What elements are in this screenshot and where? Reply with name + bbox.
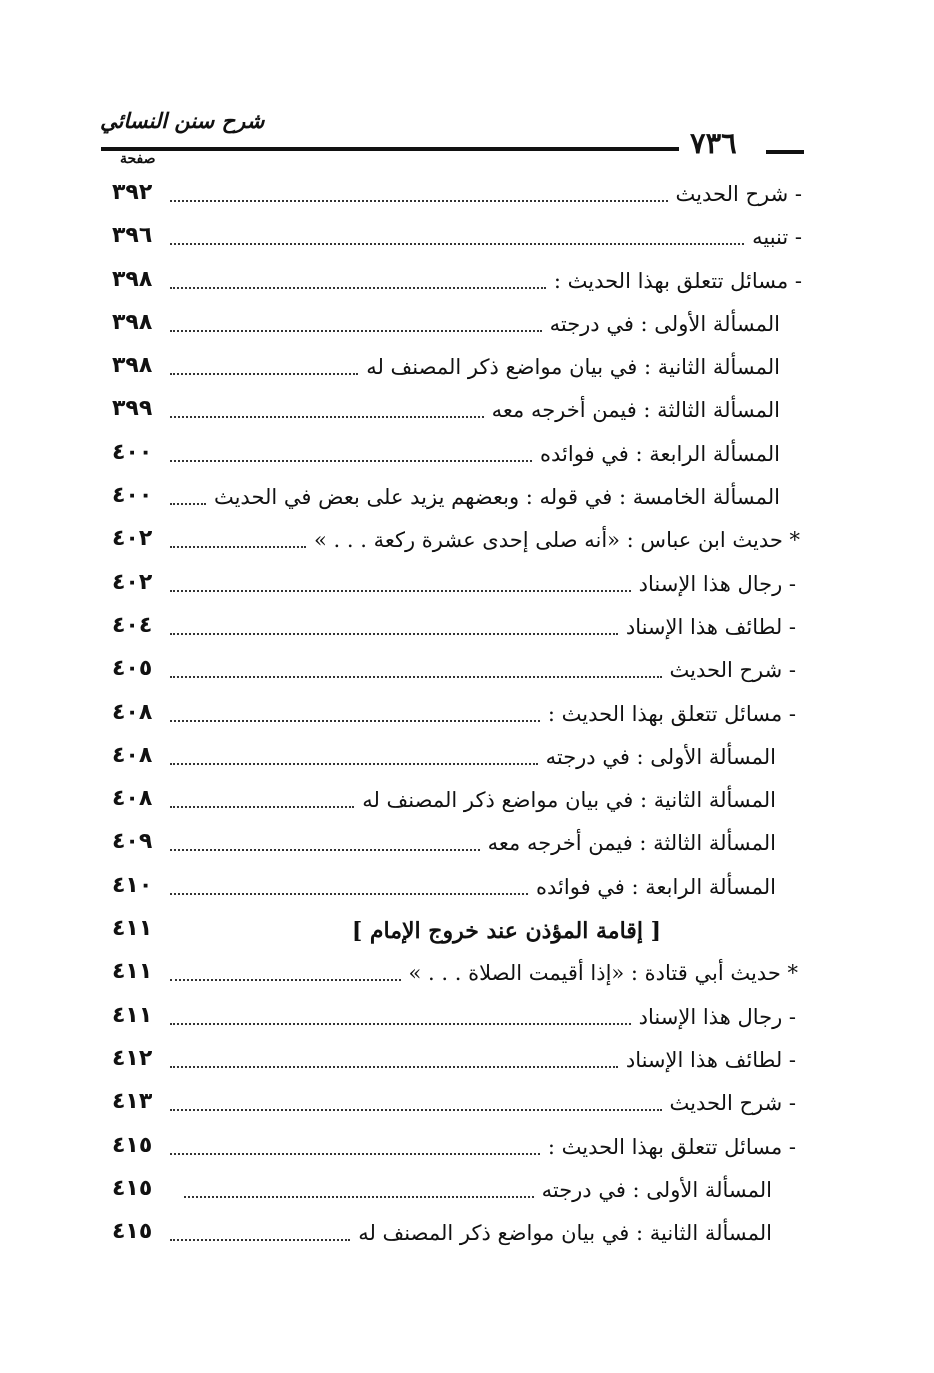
- dot-leader: [170, 188, 668, 202]
- toc-entry: [112, 784, 814, 827]
- dot-leader: [184, 1184, 534, 1198]
- toc-entry-page: ٤٠٤: [112, 612, 153, 638]
- toc-entry-page: ٤٠٨: [112, 786, 153, 812]
- toc-entry: [112, 524, 814, 567]
- toc-entry-page: ٤١٥: [112, 1175, 153, 1201]
- toc-entry-page: ٤٠٢: [112, 526, 153, 552]
- dot-leader: [170, 491, 206, 505]
- dot-leader: [170, 837, 480, 851]
- header-rule: [101, 147, 679, 151]
- toc-entry-text: - مسائل تتعلق بهذا الحديث :: [547, 701, 796, 726]
- toc-entry-page: ٤٠٩: [112, 829, 153, 855]
- toc-entry-text: - لطائف هذا الإسناد: [625, 614, 796, 639]
- toc-section-heading-text: [ إقامة المؤذن عند خروج الإمام ]: [351, 918, 661, 945]
- toc-entry-page: ٤١٢: [112, 1045, 153, 1071]
- table-of-contents: [112, 178, 814, 1260]
- page-column-label: صفحة: [120, 151, 156, 167]
- toc-entry: [112, 568, 814, 611]
- toc-entry: [112, 1217, 814, 1260]
- toc-entry-text: - مسائل تتعلق بهذا الحديث :: [553, 268, 802, 293]
- toc-entry-page: ٣٩٢: [112, 180, 153, 205]
- toc-entry-page: ٤١٣: [112, 1089, 153, 1115]
- dot-leader: [170, 1011, 631, 1025]
- toc-entry-page: ٣٩٨: [112, 353, 153, 379]
- toc-entry-text: المسألة الخامسة : في قوله : وبعضهم يزيد على بعض في الحديث: [213, 485, 780, 510]
- toc-entry: [112, 654, 814, 697]
- toc-entry-text: * حديث أبي قتادة : «إذا أقيمت الصلاة . . . »: [408, 961, 798, 986]
- dot-leader: [170, 794, 354, 808]
- dot-leader: [170, 881, 528, 895]
- toc-entry-page: ٤٠٠: [112, 439, 153, 465]
- toc-entry-text: المسألة الثانية : في بيان مواضع ذكر المصنف له: [358, 1221, 772, 1246]
- toc-entry: [112, 741, 814, 784]
- toc-entry-page: ٣٩٩: [112, 396, 153, 422]
- dot-leader: [170, 1054, 618, 1068]
- dot-leader: [170, 275, 546, 289]
- toc-entry-text: - رجال هذا الإسناد: [638, 571, 796, 596]
- toc-entry-text: المسألة الثالثة : فيمن أخرجه معه: [491, 398, 780, 423]
- dot-leader: [170, 751, 538, 765]
- toc-entry-text: المسألة الرابعة : في فوائده: [536, 874, 776, 899]
- toc-entry-text: - شرح الحديث: [675, 182, 802, 206]
- toc-entry-text: المسألة الأولى : في درجته: [545, 744, 776, 769]
- toc-entry: [112, 1087, 814, 1130]
- toc-entry-page: ٣٩٨: [112, 309, 153, 335]
- toc-section-heading: [112, 914, 814, 957]
- toc-entry: [112, 221, 814, 264]
- dot-leader: [170, 448, 532, 462]
- toc-entry-text: المسألة الرابعة : في فوائده: [540, 441, 780, 466]
- toc-entry-page: ٤١١: [112, 916, 153, 942]
- dot-leader: [170, 1097, 662, 1111]
- toc-entry-page: ٣٩٨: [112, 266, 153, 292]
- toc-entry: [112, 1044, 814, 1087]
- dot-leader: [170, 534, 306, 548]
- toc-entry-page: ٣٩٦: [112, 223, 153, 249]
- toc-entry-text: - رجال هذا الإسناد: [638, 1004, 796, 1029]
- toc-entry-text: - مسائل تتعلق بهذا الحديث :: [547, 1134, 796, 1159]
- dot-leader: [170, 708, 540, 722]
- toc-entry-page: ٤١٥: [112, 1132, 153, 1158]
- toc-entry: [112, 351, 814, 394]
- toc-entry: [112, 871, 814, 914]
- toc-entry: [112, 1001, 814, 1044]
- toc-entry: [112, 1174, 814, 1217]
- toc-entry-page: ٤٠٥: [112, 656, 153, 682]
- toc-entry: [112, 611, 814, 654]
- dot-leader: [170, 664, 662, 678]
- toc-entry-text: - شرح الحديث: [669, 658, 796, 683]
- toc-entry-text: - تنبيه: [752, 225, 802, 250]
- toc-entry: [112, 1131, 814, 1174]
- toc-entry-text: المسألة الأولى : في درجته: [549, 311, 780, 336]
- page-number: ٧٣٦: [690, 126, 737, 160]
- dot-leader: [170, 231, 744, 245]
- page-number-dash: [766, 150, 804, 154]
- dot-leader: [170, 318, 542, 332]
- toc-entry-text: المسألة الأولى : في درجته: [541, 1177, 772, 1202]
- dot-leader: [170, 1227, 350, 1241]
- toc-entry-page: ٤٠٠: [112, 483, 153, 509]
- toc-entry-text: - لطائف هذا الإسناد: [625, 1047, 796, 1072]
- dot-leader: [170, 361, 358, 375]
- dot-leader: [170, 578, 631, 592]
- toc-entry-page: ٤١١: [112, 959, 153, 985]
- toc-entry-page: ٤٠٨: [112, 742, 153, 768]
- toc-entry: [112, 308, 814, 351]
- book-title: شرح سنن النسائي: [100, 108, 265, 133]
- toc-entry-text: المسألة الثانية : في بيان مواضع ذكر المصنف له: [362, 788, 776, 813]
- toc-entry: [112, 394, 814, 437]
- toc-entry-text: - شرح الحديث: [669, 1091, 796, 1116]
- toc-entry-page: ٤١٠: [112, 872, 153, 898]
- toc-entry-page: ٤٠٢: [112, 569, 153, 595]
- toc-entry: [112, 438, 814, 481]
- dot-leader: [170, 1141, 540, 1155]
- toc-entry-page: ٤١٥: [112, 1219, 153, 1245]
- toc-entry: [112, 178, 814, 221]
- toc-entry-page: ٤١١: [112, 1002, 153, 1028]
- toc-entry: [112, 698, 814, 741]
- dot-leader: [170, 404, 484, 418]
- toc-entry-page: ٤٠٨: [112, 699, 153, 725]
- toc-entry-text: * حديث ابن عباس : «أنه صلى إحدى عشرة ركعة . . . »: [314, 528, 800, 553]
- toc-entry: [112, 265, 814, 308]
- toc-entry-text: المسألة الثانية : في بيان مواضع ذكر المصنف له: [366, 355, 780, 380]
- toc-entry: [112, 827, 814, 870]
- toc-entry: [112, 481, 814, 524]
- dot-leader: [170, 967, 401, 981]
- toc-entry: [112, 957, 814, 1000]
- toc-entry-text: المسألة الثالثة : فيمن أخرجه معه: [487, 831, 776, 856]
- dot-leader: [170, 621, 618, 635]
